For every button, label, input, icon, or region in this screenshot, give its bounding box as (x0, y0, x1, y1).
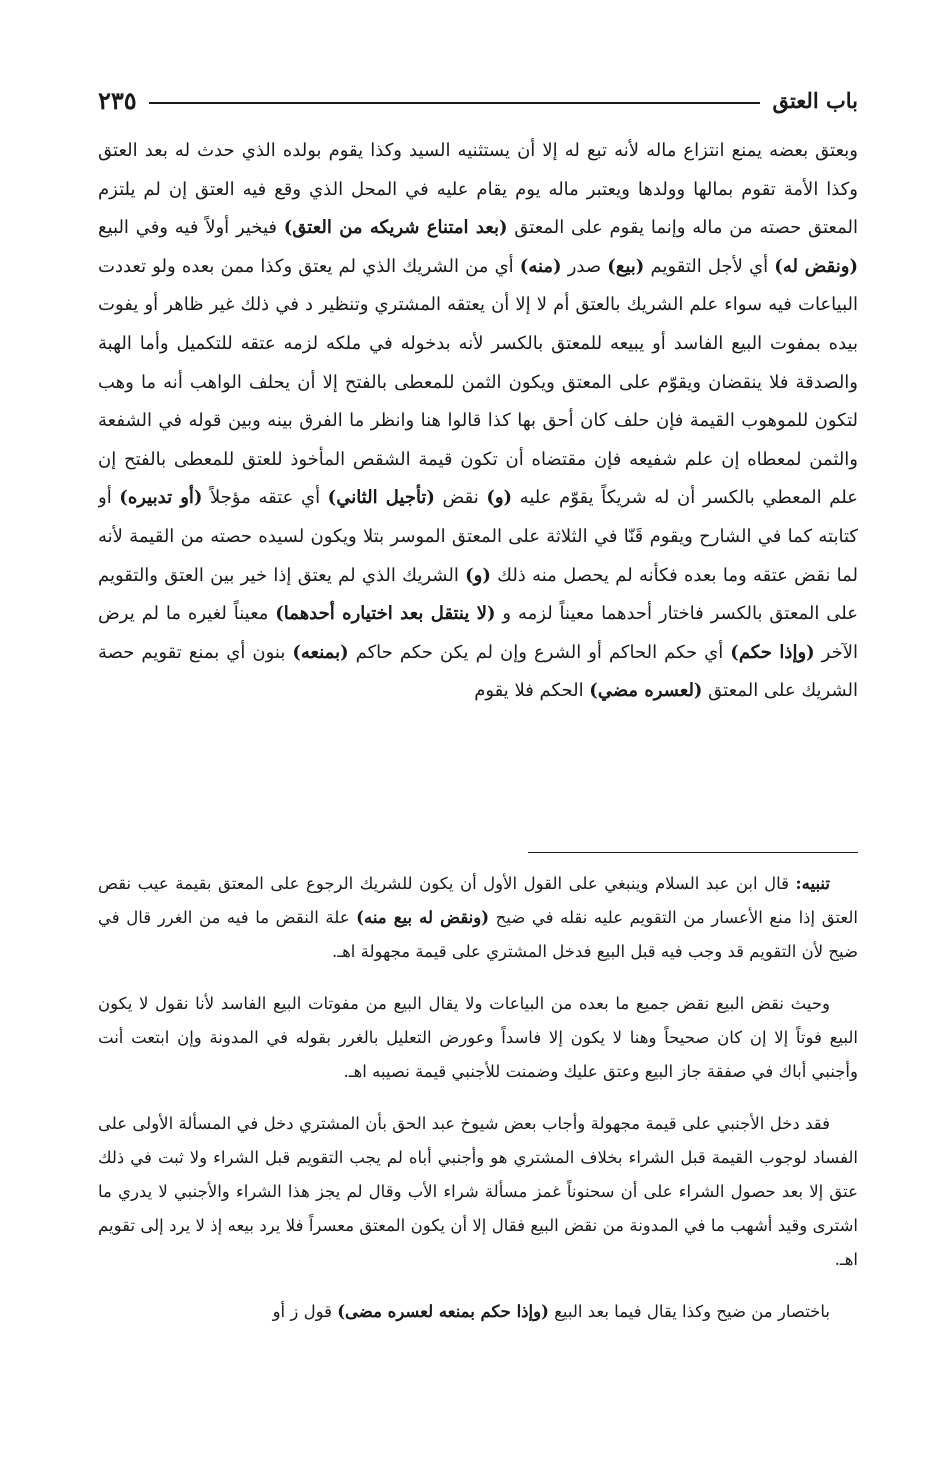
page-header (98, 80, 858, 120)
bold-text-run: (بعد امتناع شريكه من العتق) (283, 217, 508, 239)
text-run: باختصار من ضيح وكذا يقال فيما بعد البيع (548, 1302, 830, 1321)
main-paragraph (98, 132, 858, 711)
text-run: أي عتقه مؤجلاً (202, 487, 328, 509)
page-number: ٢٣٥ (98, 85, 137, 115)
bold-text-run: (و) (465, 564, 491, 586)
text-run: أي من الشريك الذي لم يعتق وكذا ممن بعده ولو تعددت البياعات فيه سواء علم الشريك بالعتق أم لا إلا أن يعتقه المشتري وتنظير د في ذلك غير ظاهر أو يفوت بيده بمفوت البيع الفاسد أو يبيعه للمعتق بالكسر لأنه بدخوله في ملكه لزمه عتقه للتكميل وأما الهبة والصدقة فلا ينقضان ويقوّم على المعتق ويكون الثمن للمعطى بالفتح إلا أن يحلف الواهب أنه ما وهب لتكون للموهوب القيمة فإن حلف كان أحق بها كذا قالوا هنا وانظر ما الفرق بينه وبين قوله في الشفعة والثمن لمعطاه إن علم شفيعه فإن مقتضاه أن تكون قيمة الشقص المأخوذ للعتق للمعطى بالفتح إن علم المعطي بالكسر أن له شريكاً يقوّم عليه (98, 255, 858, 509)
main-text (98, 132, 858, 822)
bold-text-run: (لعسره مضي) (589, 680, 703, 702)
bold-text-run: (بيع) (607, 255, 645, 277)
bold-text-run: (وإذا حكم بمنعه لعسره مضى) (337, 1302, 549, 1321)
note-paragraph: وحيث نقض البيع نقض جميع ما بعده من البياعات ولا يقال البيع من مفوتات البيع الفاسد لأنا نقول لا يكون البيع فوتاً إلا إن كان صحيحاً وهنا لا يكون إلا فاسداً وعورض التعليل بالغرر بقوله في المدونة وإن ابتعت أنت وأجنبي أباك في صفقة جاز البيع وعتق عليك وضمنت للأجنبي قيمة نصيبه اهـ. (98, 994, 858, 1081)
note-paragraph: فقد دخل الأجنبي على قيمة مجهولة وأجاب بعض شيوخ عبد الحق بأن المشتري دخل في المسألة الأولى على الفساد لوجوب القيمة قبل الشراء بخلاف المشتري هو وأجنبي أباه لم يجب التقويم قبل الشراء ولا ثبت في ذلك عتق إلا بعد حصول الشراء على أن سحنوناً غمز مسألة شراء الأب وقال لم يجز هذا الشراء والأجنبي لا يدري ما اشترى وقيد أشهب ما في المدونة من نقض البيع فقال إلا أن يكون المعتق معسراً فلا يرد بيعه إذ لا يرد إلى تقويم اهـ. (98, 1114, 858, 1269)
text-run: أو كتابته كما في الشارح ويقوم قَنّا في الثلاثة على المعتق الموسر بتلا ويكون لسيده حصته من القيمة لأنه لما نقض عتقه وما بعده فكأنه لم يحصل منه ذلك (98, 487, 858, 586)
bold-text-run: (تأجيل الثاني) (327, 487, 435, 509)
text-run: قول ز أو (272, 1302, 338, 1321)
text-run: معيناً لغيره ما لم يرض الآخر (98, 603, 858, 663)
text-run: علة النقض ما فيه من الغرر قال في ضيح لأن التقويم قد وجب فيه قبل البيع فدخل المشتري على قيمة مجهولة اهـ. (98, 908, 858, 961)
bold-text-run: (ونقض له) (774, 255, 858, 277)
header-rule (149, 102, 761, 104)
footnote-divider (528, 852, 858, 853)
bold-text-run: تنبيه: (795, 874, 830, 893)
bold-text-run: (أو تدبيره) (119, 487, 203, 509)
text-run: فيخير أولاً فيه وفي البيع (98, 217, 284, 239)
text-run: أي حكم الحاكم أو الشرع وإن لم يكن حكم حاكم (348, 641, 731, 663)
text-run: الشريك الذي لم يعتق إذا خير بين العتق والتقويم على المعتق بالكسر فاختار أحدهما معيناً لزمه و (98, 564, 858, 625)
bold-text-run: (وإذا حكم) (730, 641, 815, 663)
bold-text-run: (ونقض له بيع منه) (356, 908, 490, 927)
bold-text-run: (بمنعه) (292, 641, 349, 663)
text-run: قال ابن عبد السلام وينبغي على القول الأول أن يكون للشريك الرجوع على المعتق بقيمة عيب نقص العتق إذا منع الأعسار من التقويم عليه نقله في ضيح (98, 874, 859, 927)
note-paragraph (98, 1295, 858, 1329)
bold-text-run: (لا ينتقل بعد اختياره أحدهما) (275, 603, 496, 625)
text-run: وبعتق بعضه يمنع انتزاع ماله لأنه تبع له إلا أن يستثنيه السيد وكذا يقوم بولده الذي حدث له بعد العتق وكذا الأمة تقوم بمالها وولدها ويعتبر ماله يوم يقام عليه في المحل الذي وقع فيه العتق إن لم يلتزم المعتق حصته من ماله وإنما يقوم على المعتق (98, 140, 858, 239)
text-run: الحكم فلا يقوم (474, 680, 590, 702)
bold-text-run: (منه) (519, 255, 562, 277)
commentary-notes (98, 867, 858, 1329)
text-run: أي لأجل التقويم (644, 255, 775, 277)
text-run: صدر (561, 255, 608, 277)
text-run: نقض (434, 487, 487, 509)
note-paragraph (98, 867, 858, 969)
section-title: باب العتق (772, 87, 858, 113)
text-run: بنون أي بمنع تقويم حصة الشريك على المعتق (98, 641, 858, 702)
bold-text-run: (و) (486, 487, 513, 509)
